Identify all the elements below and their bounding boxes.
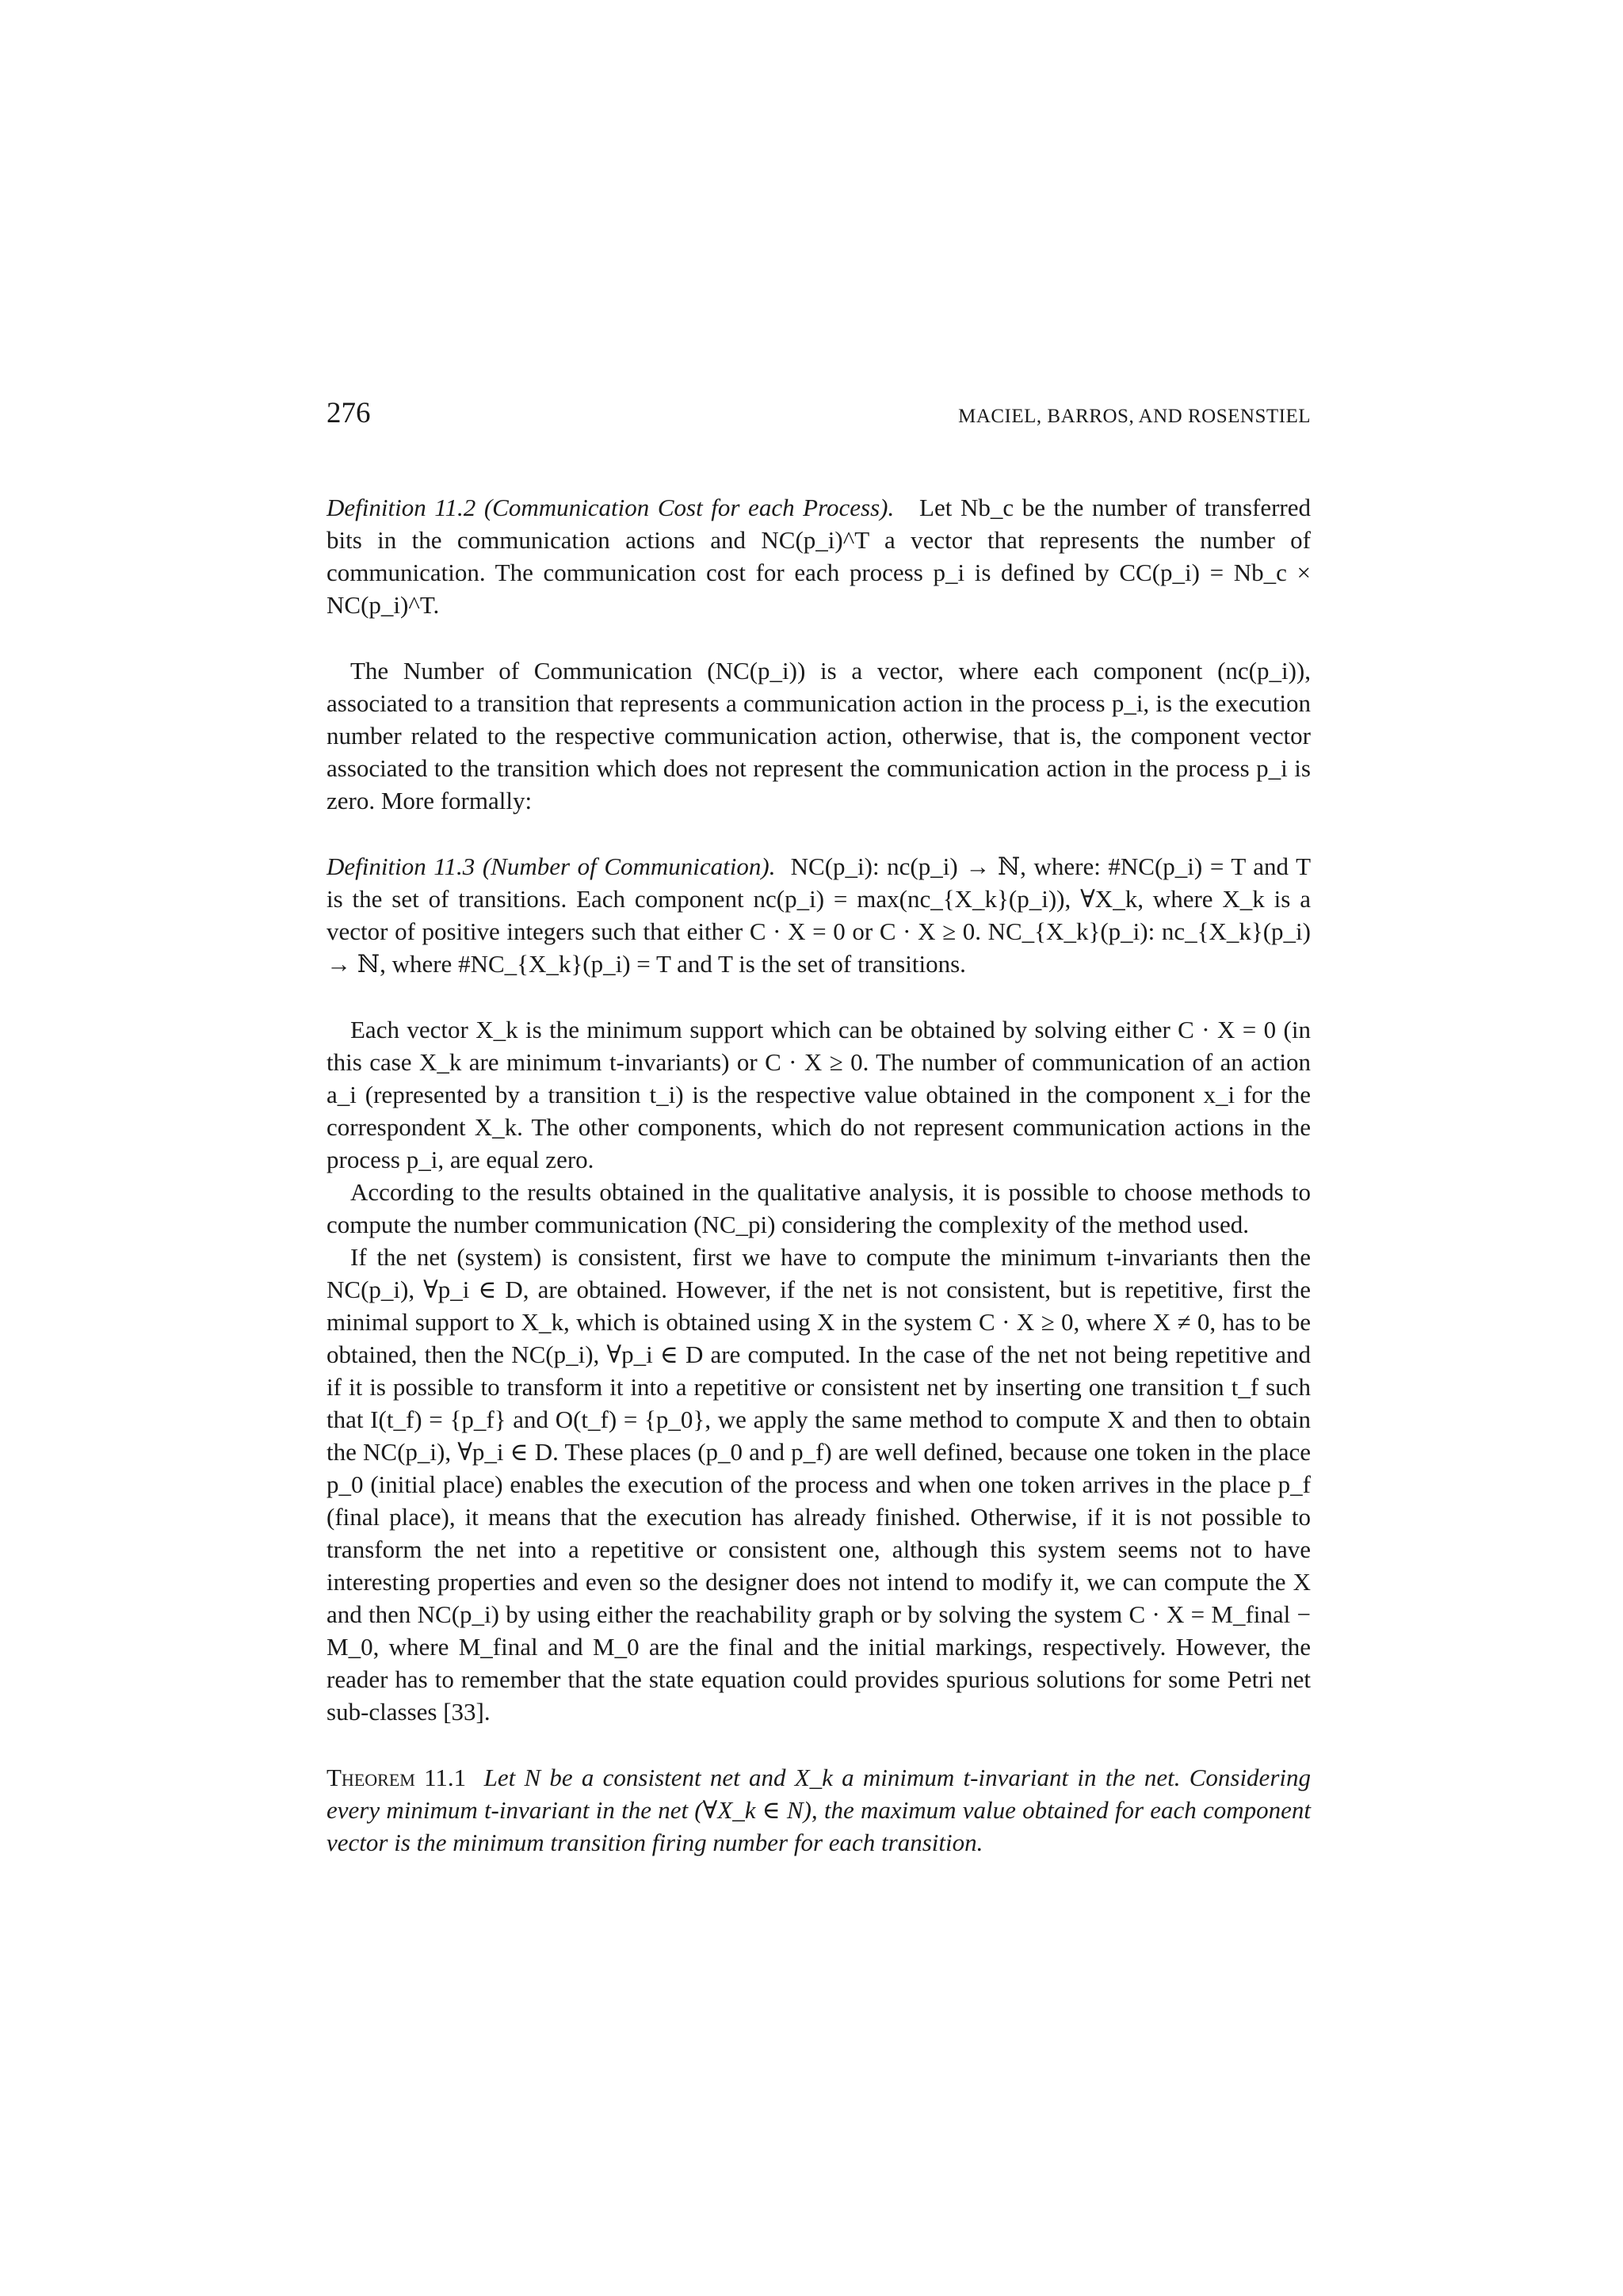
paragraph-number-of-communication	[327, 654, 1311, 817]
paragraph-methods: According to the results obtained in the qualitative analysis, it is possible to choose methods to compute the number communication (NC_pi) considering the complexity of the method used.	[327, 1178, 1311, 1238]
paragraph-text: The Number of Communication (NC(p_i)) is a vector, where each component (nc(p_i)), associated to a transition that represents a communication action in the process p_i, is the execution number related to the respective communication action, otherwise, that is, the component vector associated to the transition which does not represent the communication action in the process p_i is zero. More formally:	[327, 657, 1311, 814]
theorem-11-1	[327, 1761, 1311, 1859]
running-head	[327, 396, 1311, 444]
paragraph-consistent-net: If the net (system) is consistent, first we have to compute the minimum t-invariants then the NC(p_i), ∀p_i ∈ D, are obtained. However, if the net is not consistent, but is repetitive, first the minimal support to X_k, which is obtained using X in the system C · X ≥ 0, where X ≠ 0, has to be obtained, then the NC(p_i), ∀p_i ∈ D are computed. In the case of the net not being repetitive and if it is possible to transform it into a repetitive or consistent net by inserting one transition t_f such that I(t_f) = {p_f} and O(t_f) = {p_0}, we apply the same method to compute X and then to obtain the NC(p_i), ∀p_i ∈ D. These places (p_0 and p_f) are well defined, because one token in the place p_0 (initial place) enables the execution of the process and when one token arrives in the place p_f (final place), it means that the execution has already finished. Otherwise, if it is not possible to transform the net into a repetitive or consistent one, although this system seems not to have interesting properties and even so the designer does not intend to modify it, we can compute the X and then NC(p_i) by using either the reachability graph or by solving the system C · X = M_final − M_0, where M_final and M_0 are the final and the initial markings, respectively. However, the reader has to remember that the state equation could provides spurious solutions for some Petri net sub-classes [33].	[327, 1243, 1311, 1726]
definition-body: Let Nb_c be the number of transferred bits in the communication actions and NC(p_i)^T a vector that represents the number of communication. The communication cost for each process p_i is defined by CC(p_i) = Nb_c × NC(p_i)^T.	[327, 494, 1311, 619]
theorem-body: Let N be a consistent net and X_k a minimum t-invariant in the net. Considering every minimum t-invariant in the net (∀X_k ∈ N), the maximum value obtained for each component vector is the minimum transition firing number for each transition.	[327, 1764, 1311, 1856]
paragraph-minimum-support: Each vector X_k is the minimum support which can be obtained by solving either C · X = 0 (in this case X_k are minimum t-invariants) or C · X ≥ 0. The number of communication of an action a_i (represented by a transition t_i) is the respective value obtained in the component x_i for the correspondent X_k. The other components, which do not represent communication actions in the process p_i, are equal zero.	[327, 1016, 1311, 1173]
definition-title: Definition 11.2 (Communication Cost for each Process).	[327, 494, 895, 521]
page-number: 276	[327, 397, 371, 429]
definition-11-3	[327, 850, 1311, 980]
definition-title: Definition 11.3 (Number of Communication).	[327, 852, 776, 880]
theorem-label: Theorem 11.1	[327, 1764, 467, 1791]
body-section	[327, 1013, 1311, 1728]
page	[327, 396, 1311, 1859]
definition-body: NC(p_i): nc(p_i) → ℕ, where: #NC(p_i) = T and T is the set of transitions. Each component nc(p_i) = max(nc_{X_k}(p_i)), ∀X_k, where X_k is a vector of positive integers such that either C · X = 0 or C · X ≥ 0. NC_{X_k}(p_i): nc_{X_k}(p_i) → ℕ, where #NC_{X_k}(p_i) = T and T is the set of transitions.	[327, 852, 1312, 978]
definition-11-2	[327, 491, 1311, 621]
running-head-authors: MACIEL, BARROS, AND ROSENSTIEL	[958, 406, 1311, 427]
